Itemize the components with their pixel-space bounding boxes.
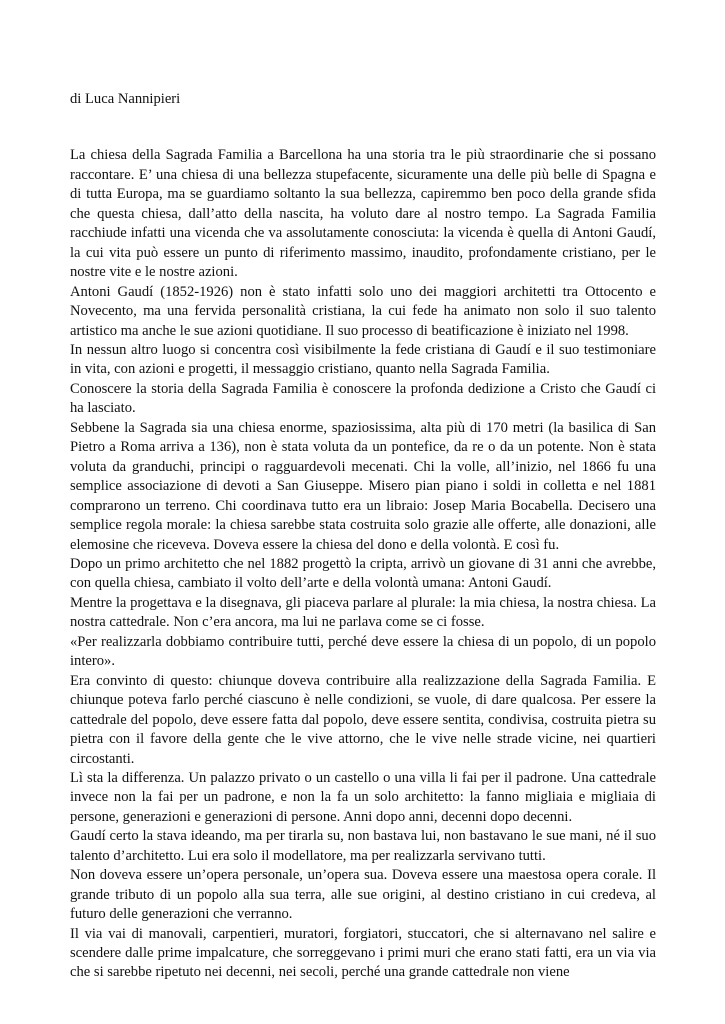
paragraph: Era convinto di questo: chiunque doveva contribuire alla realizzazione della Sagrada Familia. E chiunque poteva farlo perché ciascuno è nelle condizioni, se vuole, di dare qualcosa. Per essere la cattedrale del popolo, deve essere fatta dal popolo, deve essere sentita, condivisa, costruita pietra su pietra con il favore della gente che le vive attorno, che le vive nelle strade vicine, nei quartieri circostanti. — [70, 672, 656, 767]
paragraph: La chiesa della Sagrada Familia a Barcellona ha una storia tra le più straordinarie che si possano raccontare. E’ una chiesa di una bellezza stupefacente, sicuramente una delle più belle di Spagna e di tutta Europa, ma se guardiamo soltanto la sua bellezza, capiremmo ben poco della grande sfida che questa chiesa, dall’atto della nascita, ha voluto dare al nostro tempo. La Sagrada Familia racchiude infatti una vicenda che va assolutamente conosciuta: la vicenda è quella di Antoni Gaudí, la cui vita può essere un punto di riferimento massimo, inaudito, profondamente cristiano, per le nostre vite e le nostre azioni. — [70, 147, 656, 281]
paragraph: Conoscere la storia della Sagrada Familia è conoscere la profonda dedizione a Cristo che Gaudí ci ha lasciato. — [70, 380, 656, 417]
paragraph: Non doveva essere un’opera personale, un’opera sua. Doveva essere una maestosa opera corale. Il grande tributo di un popolo alla sua terra, alle sue origini, al destino cristiano in cui credeva, al futuro delle generazioni che verranno. — [70, 867, 656, 923]
paragraph: In nessun altro luogo si concentra così visibilmente la fede cristiana di Gaudí e il suo testimoniare in vita, con azioni e progetti, il messaggio cristiano, quanto nella Sagrada Familia. — [70, 341, 656, 378]
paragraph: Antoni Gaudí (1852-1926) non è stato infatti solo uno dei maggiori architetti tra Ottocento e Novecento, ma una fervida personalità cristiana, la cui fede ha animato non solo il suo talento artistico ma anche le sue azioni quotidiane. Il suo processo di beatificazione è iniziato nel 1998. — [70, 283, 656, 339]
article-body — [70, 90, 656, 983]
author-byline: di Luca Nannipieri — [70, 91, 181, 107]
paragraph: «Per realizzarla dobbiamo contribuire tutti, perché deve essere la chiesa di un popolo, di un popolo intero». — [70, 633, 656, 670]
paragraph: Dopo un primo architetto che nel 1882 progettò la cripta, arrivò un giovane di 31 anni che avrebbe, con quella chiesa, cambiato il volto dell’arte e della volontà umana: Antoni Gaudí. — [70, 555, 656, 592]
paragraph: Gaudí certo la stava ideando, ma per tirarla su, non bastava lui, non bastavano le sue mani, né il suo talento d’architetto. Lui era solo il modellatore, ma per realizzarla servivano tutti. — [70, 828, 656, 864]
paragraph: Il via vai di manovali, carpentieri, muratori, forgiatori, stuccatori, che si alternavano nel salire e scendere dalle prime impalcature, che sorreggevano i primi muri che erano stati fatti, era un via via che si sarebbe ripetuto nei decenni, nei secoli, perché una grande cattedrale non viene — [70, 925, 656, 981]
paragraph: Mentre la progettava e la disegnava, gli piaceva parlare al plurale: la mia chiesa, la nostra chiesa. La nostra cattedrale. Non c’era ancora, ma lui ne parlava come se ci fosse. — [70, 594, 656, 631]
paragraph: Sebbene la Sagrada sia una chiesa enorme, spaziosissima, alta più di 170 metri (la basilica di San Pietro a Roma arriva a 136), non è stata voluta da un pontefice, da re o da un potente. Non è stata voluta da granduchi, principi o ragguardevoli mecenati. Chi la volle, all’inizio, nel 1866 fu una semplice associazione di devoti a San Giuseppe. Misero pian piano i soldi in colletta e nel 1881 comprarono un terreno. Chi coordinava tutto era un libraio: Josep Maria Bocabella. Decisero una semplice regola morale: la chiesa sarebbe stata costruita solo grazie alle offerte, alle donazioni, alle elemosine che riceveva. Doveva essere la chiesa del dono e della volontà. E così fu. — [70, 419, 656, 553]
paragraph: Lì sta la differenza. Un palazzo privato o un castello o una villa li fai per il padrone. Una cattedrale invece non la fai per un padrone, e non la fa un solo architetto: la fanno migliaia e migliaia di persone, generazioni e generazioni di persone. Anni dopo anni, decenni dopo decenni. — [70, 769, 656, 825]
